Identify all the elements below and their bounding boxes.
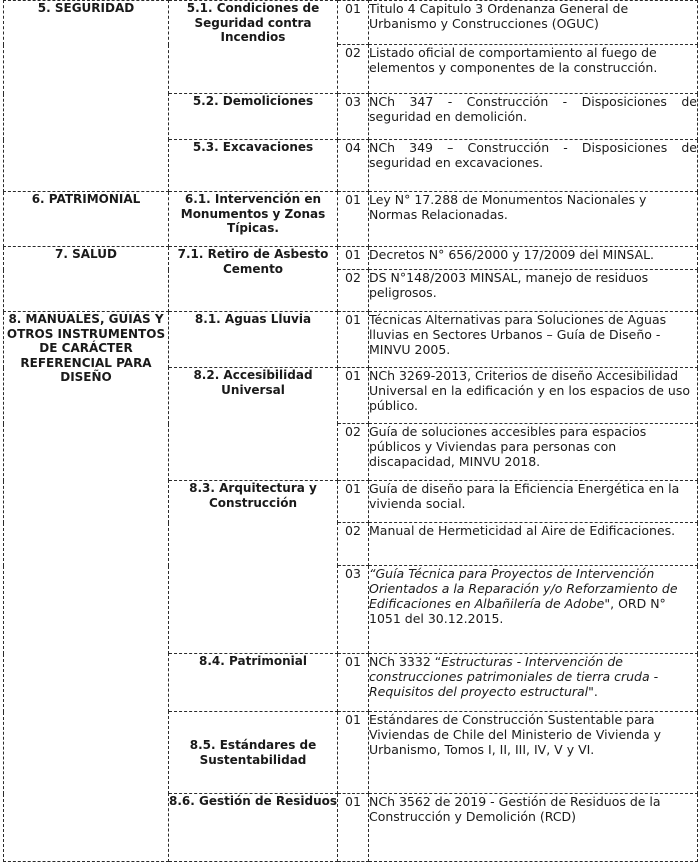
item-description-italic: Estructuras - Intervención de construcciones patrimoniales de tierra cruda - Requisitos del proyecto estructural: [369, 654, 659, 699]
table-row: [4, 247, 698, 270]
subcategory-cell: 8.4. Patrimonial: [169, 654, 338, 712]
regulations-table: [3, 0, 698, 862]
subcategory-cell: 8.6. Gestión de Residuos: [169, 794, 338, 862]
item-description: Titulo 4 Capitulo 3 Ordenanza General de Urbanismo y Construcciones (OGUC): [369, 1, 698, 45]
item-number: 04: [338, 140, 369, 192]
category-cell: 6. PATRIMONIAL: [4, 192, 169, 247]
item-number: 02: [338, 45, 369, 94]
item-number: 01: [338, 654, 369, 712]
table-row: [4, 1, 698, 45]
item-description: [369, 654, 698, 712]
item-description-head: NCh 3332 “: [369, 654, 442, 669]
subcategory-cell: 5.1. Condiciones de Seguridad contra Incendios: [169, 1, 338, 94]
item-description: Listado oficial de comportamiento al fuego de elementos y componentes de la construcción.: [369, 45, 698, 94]
category-cell: 5. SEGURIDAD: [4, 1, 169, 192]
item-number: 01: [338, 247, 369, 270]
table-row: [4, 192, 698, 247]
item-description: Decretos N° 656/2000 y 17/2009 del MINSAL.: [369, 247, 698, 270]
item-description: Guía de soluciones accesibles para espacios públicos y Viviendas para personas con discapacidad, MINVU 2018.: [369, 424, 698, 481]
category-cell: 8. MANUALES, GUIAS Y OTROS INSTRUMENTOS DE CARÁCTER REFERENCIAL PARA DISEÑO: [4, 312, 169, 862]
item-number: 01: [338, 794, 369, 862]
subcategory-cell: 5.3. Excavaciones: [169, 140, 338, 192]
item-description: Técnicas Alternativas para Soluciones de Aguas lluvias en Sectores Urbanos – Guía de Diseño - MINVU 2005.: [369, 312, 698, 368]
item-number: 01: [338, 1, 369, 45]
subcategory-cell: 7.1. Retiro de Asbesto Cemento: [169, 247, 338, 312]
subcategory-cell: 8.1. Aguas Lluvia: [169, 312, 338, 368]
item-number: 02: [338, 270, 369, 312]
subcategory-cell: 8.3. Arquitectura y Construcción: [169, 481, 338, 654]
subcategory-cell: 5.2. Demoliciones: [169, 94, 338, 140]
category-cell: 7. SALUD: [4, 247, 169, 312]
item-description: DS N°148/2003 MINSAL, manejo de residuos peligrosos.: [369, 270, 698, 312]
item-number: 01: [338, 712, 369, 794]
subcategory-cell: 8.5. Estándares de Sustentabilidad: [169, 712, 338, 794]
regulations-document: [3, 0, 697, 856]
item-number: 01: [338, 368, 369, 424]
subcategory-cell: 6.1. Intervención en Monumentos y Zonas Típicas.: [169, 192, 338, 247]
item-number: 03: [338, 94, 369, 140]
item-number: 01: [338, 481, 369, 523]
item-description: NCh 349 – Construcción - Disposiciones de seguridad en excavaciones.: [369, 140, 698, 192]
item-description: NCh 347 - Construcción - Disposiciones de seguridad en demolición.: [369, 94, 698, 140]
item-number: 02: [338, 523, 369, 566]
item-number: 01: [338, 312, 369, 368]
table-row: [4, 312, 698, 368]
item-description: Manual de Hermeticidad al Aire de Edificaciones.: [369, 523, 698, 566]
item-description: Estándares de Construcción Sustentable para Viviendas de Chile del Ministerio de Vivienda y Urbanismo, Tomos I, II, III, IV, V y VI.: [369, 712, 698, 794]
subcategory-cell: 8.2. Accesibilidad Universal: [169, 368, 338, 481]
item-description: NCh 3562 de 2019 - Gestión de Residuos de la Construcción y Demolición (RCD): [369, 794, 698, 862]
item-number: 03: [338, 566, 369, 654]
item-description-tail: ".: [588, 684, 598, 699]
item-description: Guía de diseño para la Eficiencia Energética en la vivienda social.: [369, 481, 698, 523]
item-description-tail: ", ORD N° 1051 del 30.12.2015.: [369, 596, 666, 626]
item-description-italic: “Guía Técnica para Proyectos de Intervención Orientados a la Reparación y/o Reforzamiento de Edificaciones en Albañilería de Adobe: [369, 566, 678, 611]
item-description: Ley N° 17.288 de Monumentos Nacionales y Normas Relacionadas.: [369, 192, 698, 247]
item-number: 02: [338, 424, 369, 481]
item-description: NCh 3269-2013, Criterios de diseño Accesibilidad Universal en la edificación y en los espacios de uso público.: [369, 368, 698, 424]
item-number: 01: [338, 192, 369, 247]
item-description: [369, 566, 698, 654]
